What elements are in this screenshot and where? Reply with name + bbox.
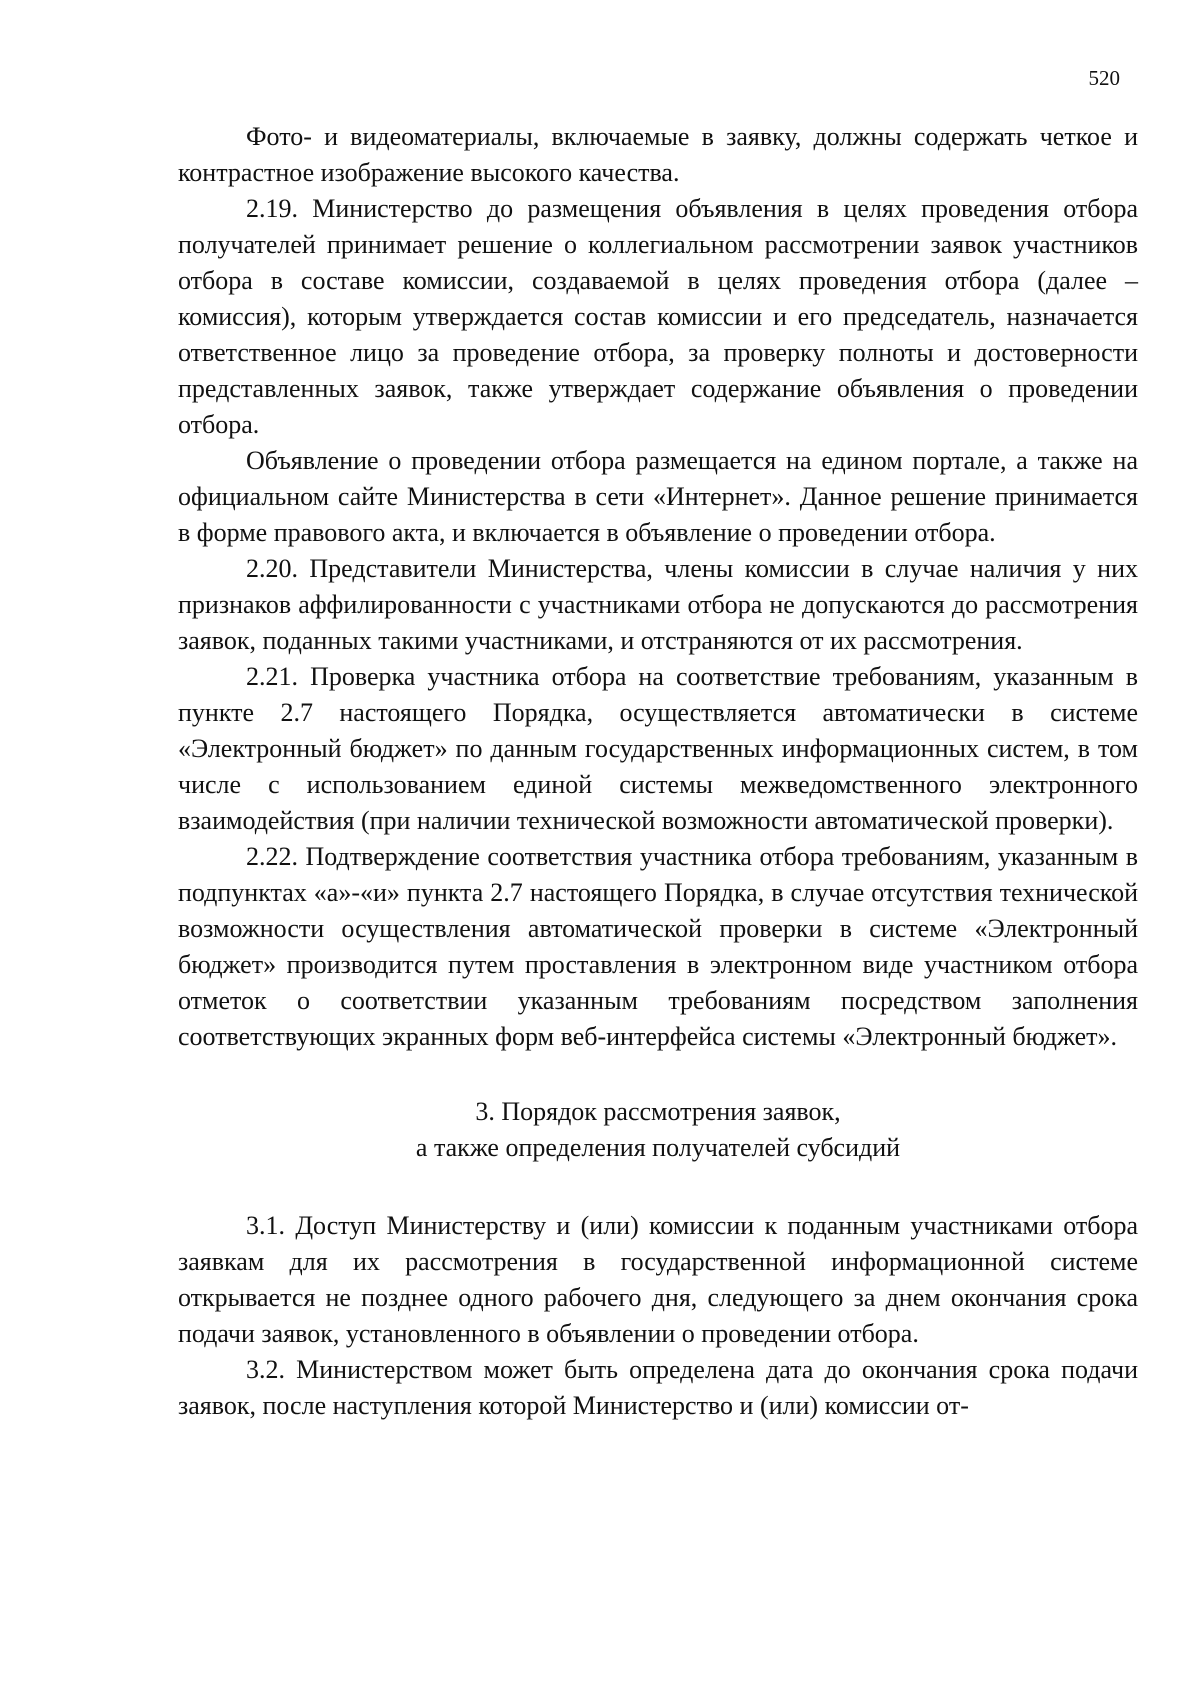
paragraph-2-19: 2.19. Министерство до размещения объявления в целях проведения отбора получателей принимает решение о коллегиальном рассмотрении заявок участников отбора в составе комиссии, создаваемой в целях проведения отбора (далее – комиссия), которым утверждается состав комиссии и его председатель, назначается ответственное лицо за проведение отбора, за проверку полноты и достоверности представленных заявок, также утверждает содержание объявления о проведении отбора.: [178, 194, 1138, 439]
paragraph-3-1: 3.1. Доступ Министерству и (или) комиссии к поданным участниками отбора заявкам для их рассмотрения в государственной информационной системе открывается не позднее одного рабочего дня, следующего за днем окончания срока подачи заявок, установленного в объявлении о проведении отбора.: [178, 1211, 1138, 1348]
section-heading-line-1: 3. Порядок рассмотрения заявок,: [475, 1097, 841, 1126]
page-number: 520: [1088, 66, 1120, 90]
paragraph-3-2: 3.2. Министерством может быть определена дата до окончания срока подачи заявок, после наступления которой Министерство и (или) комиссии от-: [178, 1355, 1138, 1420]
section-heading-line-2: а также определения получателей субсидий: [415, 1133, 901, 1162]
paragraph-2-22: 2.22. Подтверждение соответствия участника отбора требованиям, указанным в подпунктах «а»-«и» пункта 2.7 настоящего Порядка, в случае отсутствия технической возможности осуществления автоматической проверки в системе «Электронный бюджет» производится путем проставления в электронном виде участником отбора отметок о соответствии указанным требованиям посредством заполнения соответствующих экранных форм веб-интерфейса системы «Электронный бюджет».: [178, 842, 1138, 1051]
section-heading: [178, 1094, 1138, 1166]
paragraph-announcement-placement: Объявление о проведении отбора размещается на едином портале, а также на официальном сайте Министерства в сети «Интернет». Данное решение принимается в форме правового акта, и включается в объявление о проведении отбора.: [178, 446, 1138, 547]
paragraph-photo-video-materials: Фото- и видеоматериалы, включаемые в заявку, должны содержать четкое и контрастное изображение высокого качества.: [178, 122, 1138, 187]
paragraph-2-20: 2.20. Представители Министерства, члены комиссии в случае наличия у них признаков аффилированности с участниками отбора не допускаются до рассмотрения заявок, поданных такими участниками, и отстраняются от их рассмотрения.: [178, 554, 1138, 655]
document-body: [178, 119, 1138, 1424]
paragraph-2-21: 2.21. Проверка участника отбора на соответствие требованиям, указанным в пункте 2.7 настоящего Порядка, осуществляется автоматически в системе «Электронный бюджет» по данным государственных информационных систем, в том числе с использованием единой системы межведомственного электронного взаимодействия (при наличии технической возможности автоматической проверки).: [178, 662, 1138, 835]
